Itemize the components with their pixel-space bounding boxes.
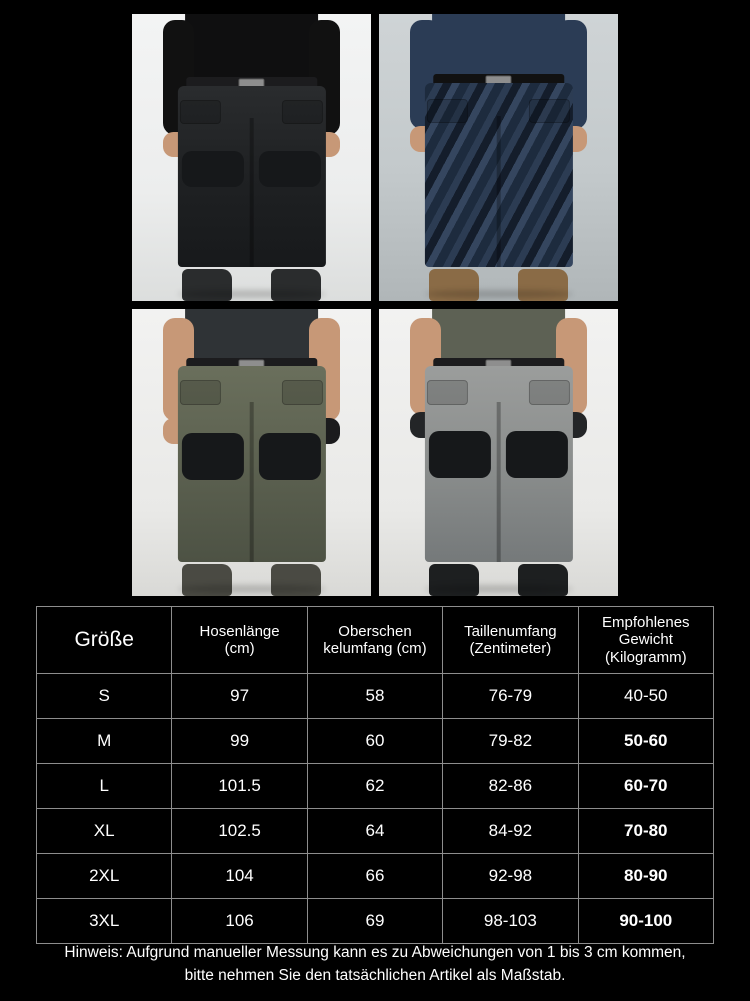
table-header-row [37,607,714,674]
cell-weight: 60-70 [578,764,713,809]
figure-black-pants [132,14,371,301]
cell-waist: 98-103 [443,899,578,944]
pocket-left [180,380,221,405]
floor-shadow [177,585,325,594]
pants [424,366,572,561]
pocket-left [180,100,221,124]
table-row [37,809,714,854]
column-header-waist-line1: Taillenumfang [464,622,557,640]
leg-split [496,402,500,562]
photo-green-pants[interactable] [132,309,371,596]
column-header-thigh-line2: kelumfang (cm) [323,640,427,657]
column-header-waist-line2: (Zentimeter) [469,640,552,657]
pants [177,366,325,561]
figure-green-pants [132,309,371,596]
floor-shadow [424,585,572,594]
knee-pad-right [506,431,568,478]
column-header-length [172,607,307,674]
size-table-head [37,607,714,674]
figure-grey-pants [379,309,618,596]
cell-weight: 80-90 [578,854,713,899]
cell-size: L [37,764,172,809]
photo-black-pants[interactable] [132,14,371,301]
floor-shadow [177,290,325,299]
size-table [36,606,714,944]
torso [432,14,566,83]
pocket-right [529,99,570,123]
cell-length: 97 [172,674,307,719]
photo-grey-pants[interactable] [379,309,618,596]
leg-split [249,402,253,562]
leg-split [496,116,500,267]
floor-shadow [424,290,572,299]
table-row [37,719,714,764]
cell-thigh: 66 [307,854,442,899]
pocket-left [427,99,468,123]
pocket-right [282,100,323,124]
cell-size: M [37,719,172,764]
pants [177,86,325,267]
photo-camo-pants[interactable] [379,14,618,301]
cell-thigh: 58 [307,674,442,719]
measurement-note [0,942,750,987]
column-header-thigh-line1: Oberschen [338,622,412,640]
column-header-length-line2: (cm) [224,640,255,657]
measurement-note-line1: Hinweis: Aufgrund manueller Messung kann es zu Abweichungen von 1 bis 3 cm kommen, [64,944,686,962]
cell-length: 102.5 [172,809,307,854]
measurement-note-line2: bitte nehmen Sie den tatsächlichen Artikel als Maßstab. [184,966,566,984]
cell-thigh: 62 [307,764,442,809]
table-row [37,899,714,944]
cell-size: 3XL [37,899,172,944]
cell-thigh: 64 [307,809,442,854]
cell-length: 101.5 [172,764,307,809]
table-row [37,854,714,899]
column-header-waist [443,607,578,674]
column-header-thigh [307,607,442,674]
column-header-weight-line2: Gewicht [618,631,673,649]
pocket-right [529,380,570,405]
cell-weight: 70-80 [578,809,713,854]
cell-length: 99 [172,719,307,764]
size-table-container [0,606,750,944]
column-header-length-line1: Hosenlänge [199,622,280,640]
column-header-weight-line3: (Kilogramm) [604,648,687,666]
cell-size: XL [37,809,172,854]
knee-pad-left [182,433,244,480]
column-header-weight-line1: Empfohlenes [602,614,690,632]
cell-weight: 90-100 [578,899,713,944]
table-row [37,674,714,719]
cell-waist: 84-92 [443,809,578,854]
leg-split [249,118,253,266]
cell-thigh: 69 [307,899,442,944]
pants [424,83,572,267]
knee-pad-right [259,151,321,187]
cell-length: 106 [172,899,307,944]
cell-size: S [37,674,172,719]
figure-camo-pants [379,14,618,301]
knee-pad-right [259,433,321,480]
knee-pad-left [182,151,244,187]
pocket-right [282,380,323,405]
table-row [37,764,714,809]
cell-length: 104 [172,854,307,899]
knee-pad-left [429,431,491,478]
cell-thigh: 60 [307,719,442,764]
cell-waist: 76-79 [443,674,578,719]
size-table-body [37,674,714,944]
column-header-weight [578,607,713,674]
pocket-left [427,380,468,405]
cell-weight: 50-60 [578,719,713,764]
cell-waist: 92-98 [443,854,578,899]
cell-waist: 82-86 [443,764,578,809]
cell-waist: 79-82 [443,719,578,764]
column-header-size: Größe [37,607,172,674]
cell-size: 2XL [37,854,172,899]
cell-weight: 40-50 [578,674,713,719]
